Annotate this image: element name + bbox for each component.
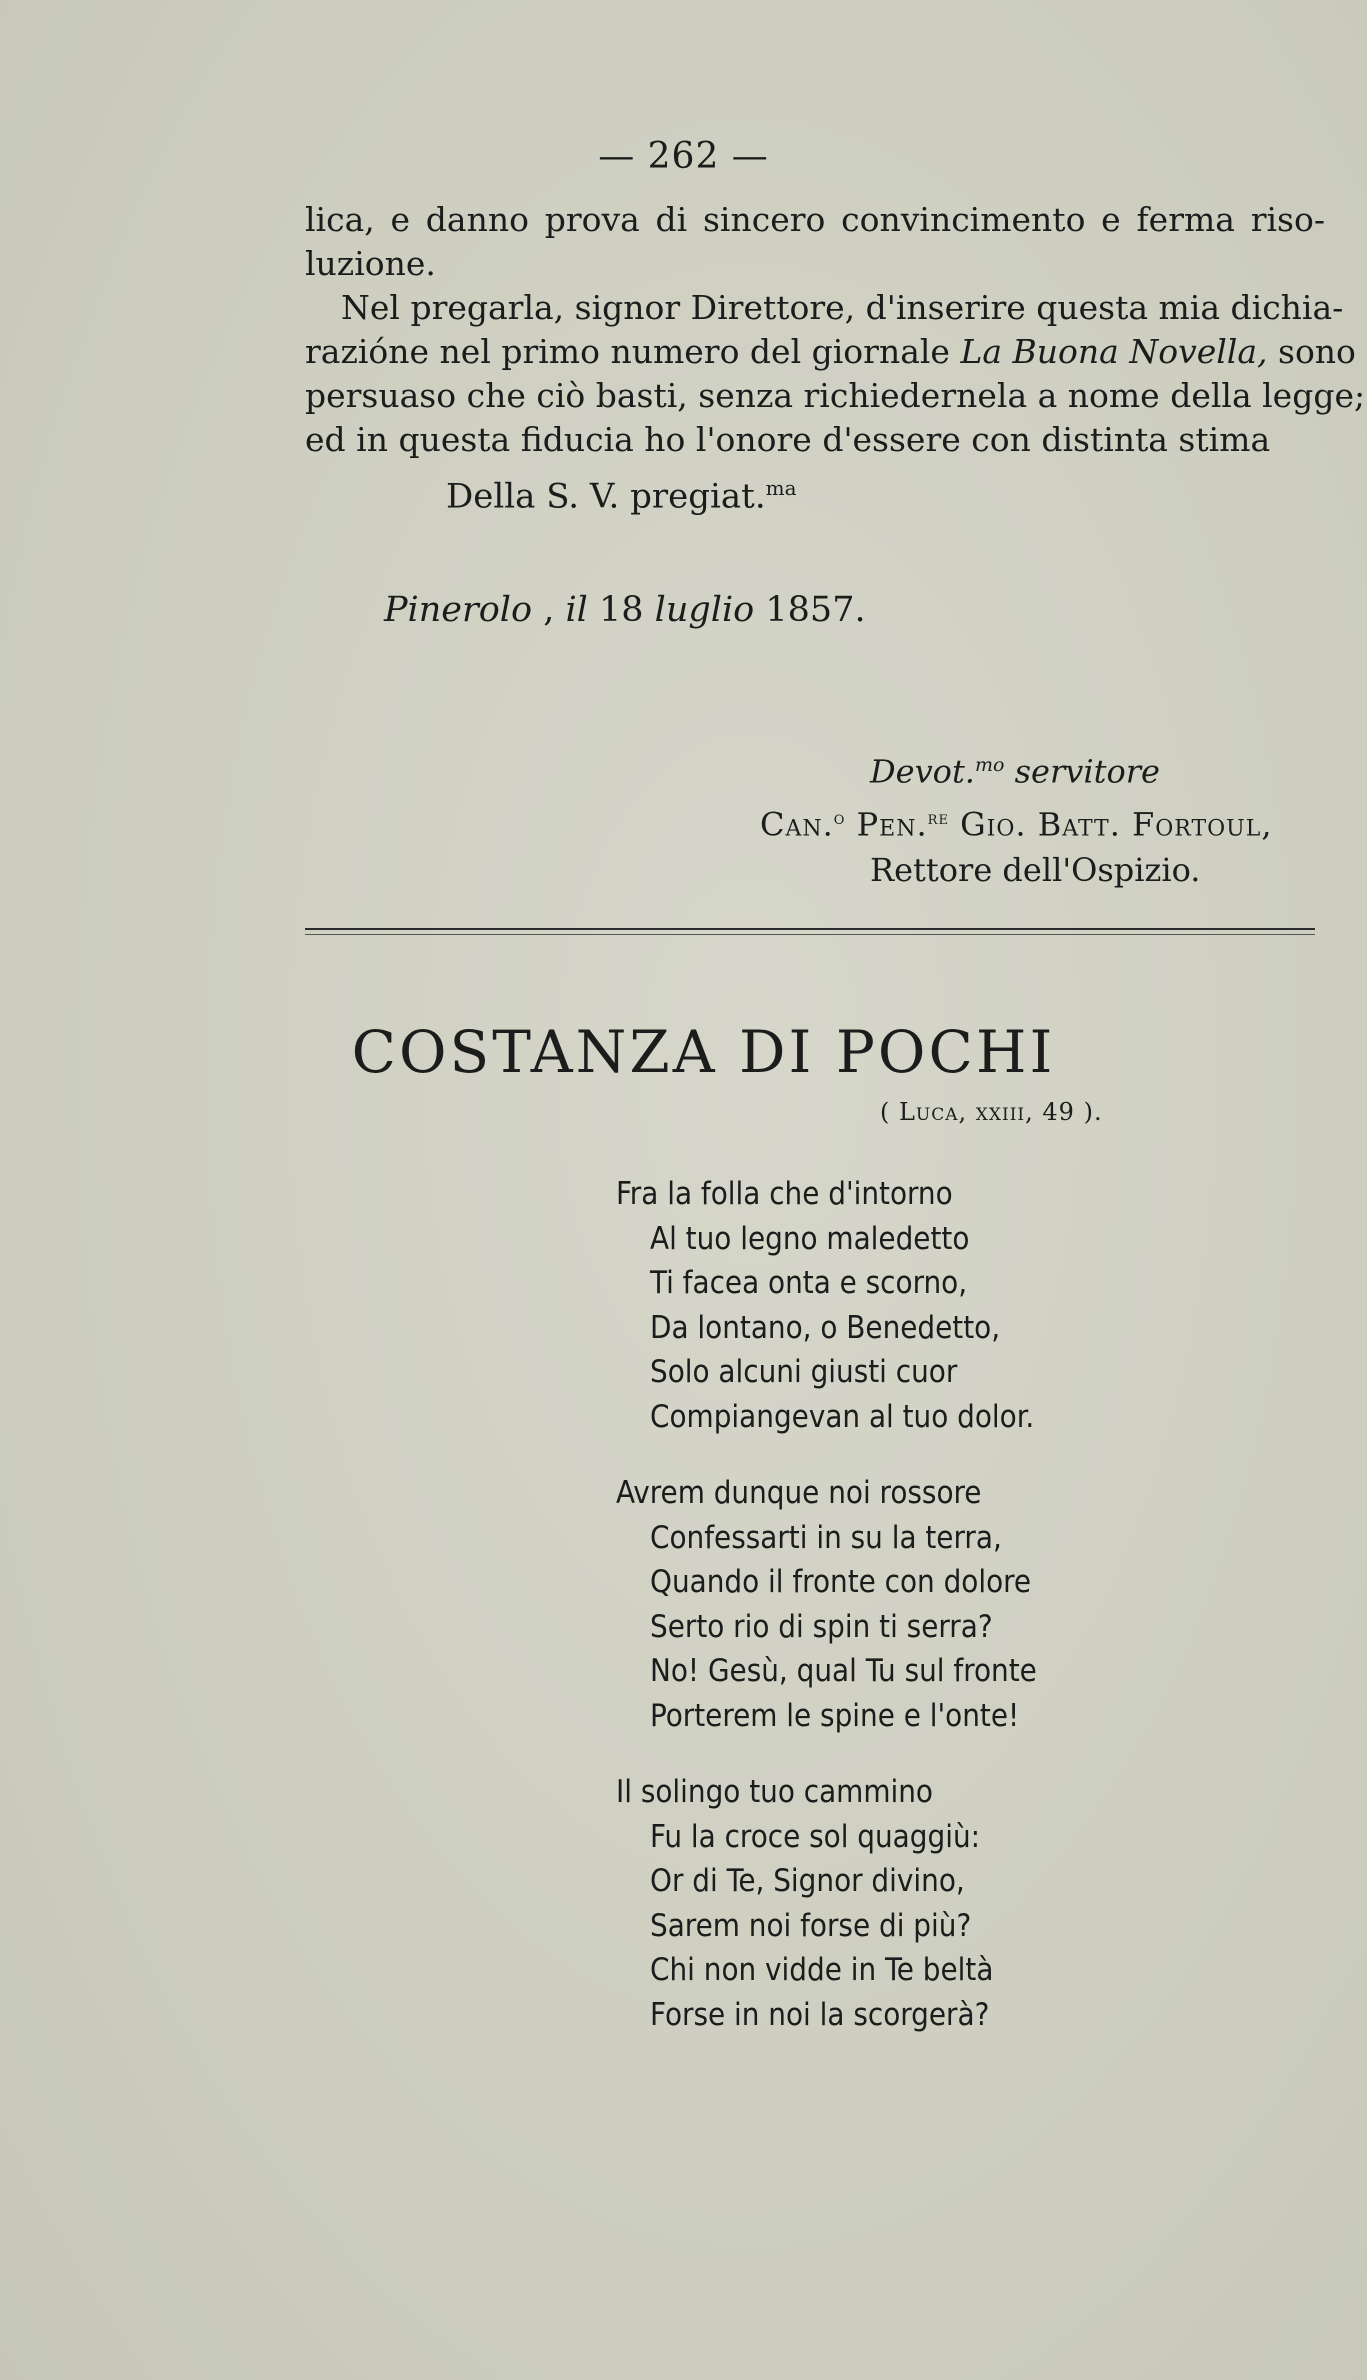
verse: Sarem noi forse di più? bbox=[650, 1907, 972, 1944]
salutation-sup: ma bbox=[765, 476, 797, 500]
verse: No! Gesù, qual Tu sul fronte bbox=[650, 1653, 1037, 1689]
verse: Confessarti in su la terra, bbox=[650, 1519, 1002, 1556]
section-divider bbox=[305, 928, 1315, 935]
verse: Or di Te, Signor divino, bbox=[650, 1863, 965, 1899]
page-number: — 262 — bbox=[598, 136, 769, 177]
letter-line bbox=[305, 330, 1356, 374]
signature-name bbox=[760, 795, 1325, 848]
verse: Quando il fronte con dolore bbox=[650, 1564, 1032, 1600]
date-month: luglio bbox=[654, 590, 755, 630]
verse: Porterem le spine e l'onte! bbox=[650, 1697, 1020, 1734]
letter-line: ed in questa fiducia ho l'onore d'essere con distinta stima bbox=[305, 420, 1271, 459]
stanza bbox=[616, 1172, 1037, 1439]
verse: Il solingo tuo cammino bbox=[616, 1774, 933, 1810]
stanza bbox=[616, 1471, 1037, 1738]
verse: Ti facea onta e scorno, bbox=[650, 1265, 968, 1301]
verse: Fra la folla che d'intorno bbox=[616, 1176, 953, 1212]
verse: Fu la croce sol quaggiù: bbox=[650, 1818, 981, 1855]
letter-line-text: sono bbox=[1267, 332, 1356, 371]
verse: Compiangevan al tuo dolor. bbox=[650, 1398, 1035, 1435]
verse: Serto rio di spin ti serra? bbox=[650, 1608, 993, 1645]
letter-line-text: razióne nel primo numero del giornale bbox=[305, 332, 961, 371]
signature-title-a-sup: o bbox=[833, 806, 846, 829]
verse: Avrem dunque noi rossore bbox=[616, 1475, 982, 1511]
place-date bbox=[384, 590, 866, 630]
stanza bbox=[616, 1770, 1037, 2037]
poem-title: COSTANZA DI POCHI bbox=[351, 1018, 1056, 1086]
newspaper-title: La Buona Novella, bbox=[960, 332, 1268, 371]
letter-line: Nel pregarla, signor Direttore, d'inserire questa mia dichia- bbox=[341, 288, 1344, 327]
verse: Forse in noi la scorgerà? bbox=[650, 1996, 990, 2033]
signature-closing-sup: mo bbox=[974, 754, 1005, 776]
verse: Da lontano, o Benedetto, bbox=[650, 1309, 1001, 1346]
verse: Solo alcuni giusti cuor bbox=[650, 1354, 958, 1390]
signature-title-b-sup: re bbox=[927, 806, 949, 829]
letter-line: persuaso che ciò basti, senza richiedernela a nome della legge; bbox=[305, 376, 1366, 415]
date-day: 18 bbox=[587, 590, 655, 630]
salutation-text: Della S. V. pregiat. bbox=[446, 476, 766, 517]
signature-title-a: Can. bbox=[760, 805, 834, 844]
poem-reference: ( Luca, xxiii, 49 ). bbox=[880, 1098, 1103, 1126]
signature-title-b: Pen. bbox=[845, 805, 928, 844]
signature-role: Rettore dell'Ospizio. bbox=[870, 851, 1201, 890]
letter-body bbox=[305, 198, 1366, 462]
letter-line: luzione. bbox=[305, 244, 436, 283]
signature-closing bbox=[760, 742, 1325, 795]
letter-line: lica, e danno prova di sincero convincimento e ferma riso- bbox=[305, 200, 1325, 239]
date-year: 1857. bbox=[754, 590, 866, 630]
signature bbox=[760, 742, 1325, 893]
date-il: il bbox=[565, 590, 588, 630]
salutation bbox=[446, 476, 797, 516]
poem-body bbox=[616, 1172, 1037, 2069]
signature-full-name: Gio. Batt. Fortoul, bbox=[948, 805, 1273, 844]
signature-closing-text: Devot. bbox=[870, 752, 975, 791]
place: Pinerolo bbox=[384, 590, 533, 630]
verse: Al tuo legno maledetto bbox=[650, 1220, 970, 1257]
signature-closing-after: servitore bbox=[1004, 752, 1160, 791]
place-sep: , bbox=[532, 590, 566, 630]
verse: Chi non vidde in Te beltà bbox=[650, 1952, 994, 1988]
